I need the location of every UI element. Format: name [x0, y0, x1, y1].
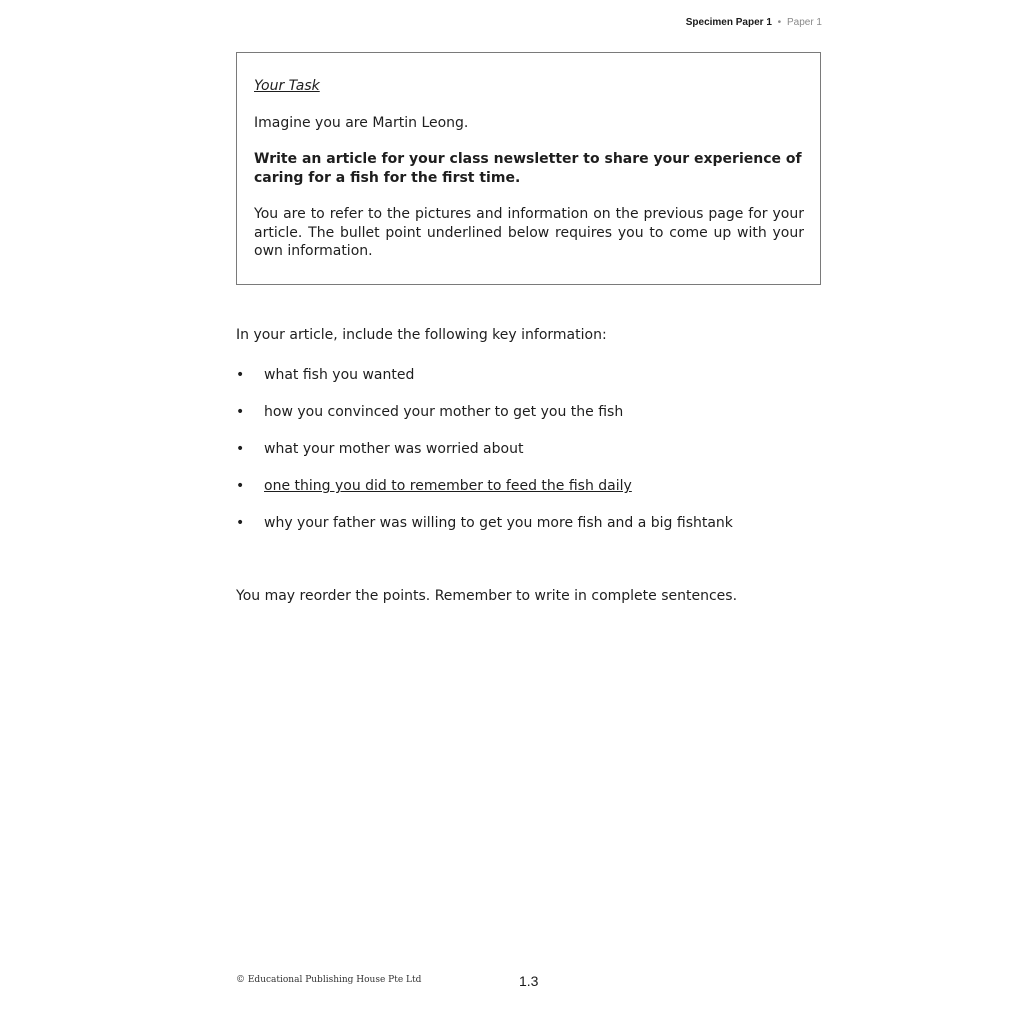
header-subtitle: Paper 1	[786, 17, 822, 28]
header-title: Specimen Paper 1	[685, 17, 772, 28]
list-item	[236, 403, 733, 440]
footer-copyright: © Educational Publishing House Pte Ltd	[236, 975, 422, 985]
bullet-icon: •	[236, 515, 245, 531]
key-info-intro: In your article, include the following key information:	[236, 327, 607, 343]
task-instruction: Write an article for your class newsletter to share your experience of caring for a fish for the first time.	[254, 151, 802, 186]
list-item-text: why your father was willing to get you more fish and a big fishtank	[264, 515, 733, 531]
list-item-text: what your mother was worried about	[264, 441, 524, 457]
key-info-list	[236, 366, 733, 551]
closing-instruction: You may reorder the points. Remember to write in complete sentences.	[236, 588, 738, 604]
task-box	[236, 52, 821, 285]
task-role: Imagine you are Martin Leong.	[254, 114, 469, 131]
bullet-icon: •	[236, 441, 245, 457]
list-item-own-information	[236, 477, 733, 514]
task-note: You are to refer to the pictures and information on the previous page for your article. The bullet point underlined below requires you to come up with your own information.	[254, 206, 804, 259]
list-item-text: how you convinced your mother to get you the fish	[264, 404, 624, 420]
bullet-icon: •	[236, 404, 245, 420]
list-item-text: what fish you wanted	[264, 367, 415, 383]
bullet-icon: •	[236, 478, 245, 494]
list-item	[236, 366, 733, 403]
task-heading: Your Task	[254, 78, 320, 94]
list-item	[236, 440, 733, 477]
bullet-icon: •	[236, 367, 245, 383]
page-header	[686, 17, 822, 28]
list-item-text: one thing you did to remember to feed the fish daily	[264, 478, 632, 494]
list-item	[236, 514, 733, 551]
header-separator: •	[777, 17, 782, 28]
page-number: 1.3	[519, 973, 539, 989]
